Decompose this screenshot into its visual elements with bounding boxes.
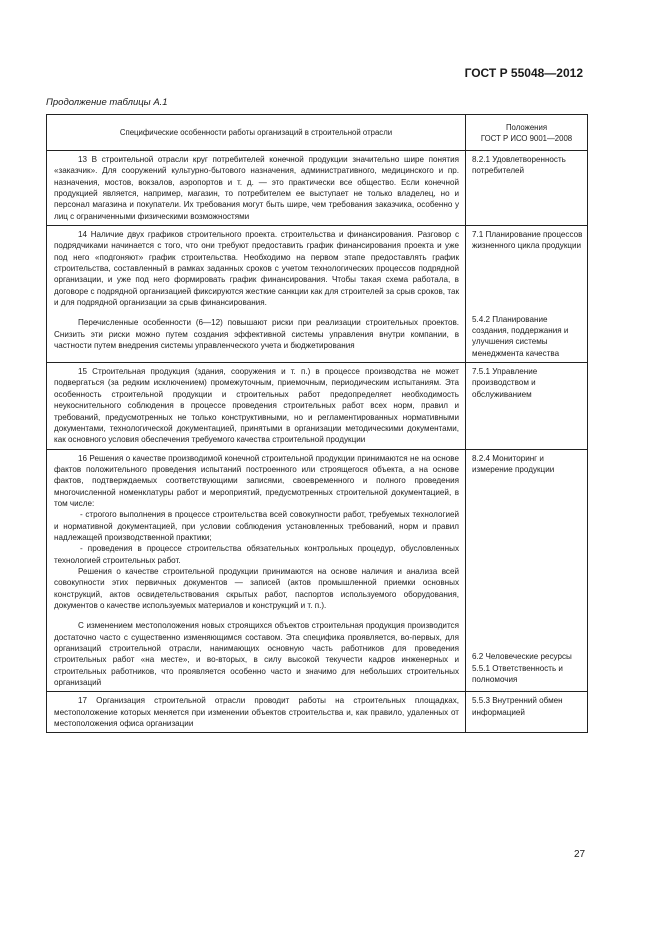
feature-cell bbox=[47, 692, 466, 733]
feature-paragraph: 17 Организация строительной отрасли проводит работы на строительных площадках, местоположение которых меняется при изменении объектов строительства и, как правило, удаленных от местоположения офиса организации bbox=[54, 696, 459, 729]
feature-cell bbox=[47, 363, 466, 449]
feature-paragraph: 13 В строительной отрасли круг потребителей конечной продукции значительно шире понятия «заказчик». Для сооружений культурно-бытового назначения, административного, медицинского и пр. назначения, мостов, вокзалов, аэропортов и т. д. — это практически все общество. Если конечной продукцией является, например, магазин, то потребителем ее выступает не только владелец, но и персонал магазина и покупатели. Их требования могут быть шире, чем требования заказчика, особенно у лиц с ограниченными физическими возможностями bbox=[54, 155, 459, 221]
feature-paragraph: 15 Строительная продукция (здания, сооружения и т. п.) в процессе производства не может подвергаться (за редким исключением) промежуточным, приемочным, периодическим испытаниям. Эта особенность строительной продукции и строительных работ предопределяет необходимость неукоснительного соблюдения в процессе проведения строительных работ всех норм, правил и требований, предусмотренных не только конструктивными, но и регламентированных нормативными документами, технологической документацией, принятыми в организации методическими документами, как основного условия обеспечения требуемого качества строительной продукции bbox=[54, 367, 459, 445]
clause-ref: 5.5.1 Ответственность и полномочия bbox=[472, 663, 563, 684]
page-number: 27 bbox=[574, 849, 586, 860]
table-row bbox=[47, 226, 588, 363]
clause-ref: 8.2.4 Мониторинг и измерение продукции bbox=[472, 453, 555, 474]
clause-cell bbox=[466, 226, 588, 363]
clause-ref: 7.1 Планирование процессов жизненного цикла продукции bbox=[472, 230, 583, 251]
column-header-features: Специфические особенности работы организаций в строительной отрасли bbox=[47, 115, 466, 151]
feature-cell bbox=[47, 226, 466, 363]
table-row bbox=[47, 151, 588, 226]
clause-cell bbox=[466, 363, 588, 449]
clause-ref: 5.4.2 Планирование создания, поддержания и улучшения системы менеджмента качества bbox=[472, 314, 569, 358]
document-code: ГОСТ Р 55048—2012 bbox=[464, 66, 583, 80]
clause-cell bbox=[466, 449, 588, 692]
column-header-clauses-line2: ГОСТ Р ИСО 9001—2008 bbox=[480, 133, 573, 143]
feature-cell bbox=[47, 151, 466, 226]
table-row bbox=[47, 692, 588, 733]
clause-ref: 6.2 Человеческие ресурсы bbox=[472, 652, 572, 662]
feature-list-item: - проведения в процессе строительства обязательных контрольных процедур, обусловленных технологией строительных работ. bbox=[54, 544, 459, 565]
clause-ref: 5.5.3 Внутренний обмен информацией bbox=[472, 696, 563, 717]
table-row bbox=[47, 449, 588, 692]
column-header-clauses bbox=[466, 115, 588, 151]
feature-paragraph: 14 Наличие двух графиков строительного проекта. строительства и финансирования. Разговор с подрядчиками начинается с того, что они требуют предоставить график финансирования проекта и уже под него «подгоняют» график строительства. Необходимо на первом этапе предоставлять график строительства, составленный в рамках заданных сроков с учетом технологических процессов подрядной организации, и уже под него формировать график финансирования. Чтобы такая схема работала, в договоре с подрядной организацией фиксируются жесткие санкции как для строителей за срыв сроков, так и для подрядной организации за срыв финансирования. bbox=[54, 230, 459, 308]
feature-paragraph: Перечисленные особенности (6—12) повышают риски при реализации строительных проектов. Снизить эти риски можно путем создания эффективной системы управления внутри компании, в частности путем внедрения системы управленческого учета и бюджетирования bbox=[54, 318, 459, 351]
column-header-clauses-line1: Положения bbox=[505, 122, 548, 132]
table-row bbox=[47, 363, 588, 449]
requirements-table bbox=[46, 114, 588, 733]
feature-cell bbox=[47, 449, 466, 692]
feature-paragraph: Решения о качестве строительной продукции принимаются на основе наличия и анализа всей совокупности этих первичных документов — записей (актов промышленной приемки основных конструкций, актов освидетельствования скрытых работ, паспортов используемого оборудования, документов о качестве используемых материалов и конструкций и т. п.). bbox=[54, 566, 459, 610]
clause-ref: 8.2.1 Удовлетворенность потребителей bbox=[472, 155, 566, 176]
table-caption: Продолжение таблицы А.1 bbox=[46, 97, 168, 108]
table-header-row bbox=[47, 115, 588, 151]
clause-cell bbox=[466, 151, 588, 226]
clause-cell bbox=[466, 692, 588, 733]
feature-paragraph: С изменением местоположения новых строящихся объектов строительная продукция производится достаточно часто с существенно изменяющимся составом. Эта специфика проявляется, во-первых, для организаций строительной отрасли, нанимающих основную часть работников для проведения строительных работ «на месте», и во-вторых, в силу высокой текучести кадров инженерных и строительных работников, что проявляется особенно часто и значимо для небольших строительных организаций bbox=[54, 621, 459, 688]
feature-paragraph: 16 Решения о качестве производимой конечной строительной продукции принимаются не на основе фактов положительного проведения испытаний построенного или строящегося объекта, а на основе фактов, подтверждаемых соответствующими записями, своевременного и полного проведения многочисленной номенклатуры работ и мероприятий, предусмотренных строительной документацией, в том числе: bbox=[54, 453, 459, 508]
clause-ref: 7.5.1 Управление производством и обслуживанием bbox=[472, 367, 538, 399]
feature-list-item: - строгого выполнения в процессе строительства всей совокупности работ, требуемых технологией и нормативной документацией, при условии соблюдения установленных требований, норм и правил надлежащей производственной практики; bbox=[54, 510, 459, 542]
